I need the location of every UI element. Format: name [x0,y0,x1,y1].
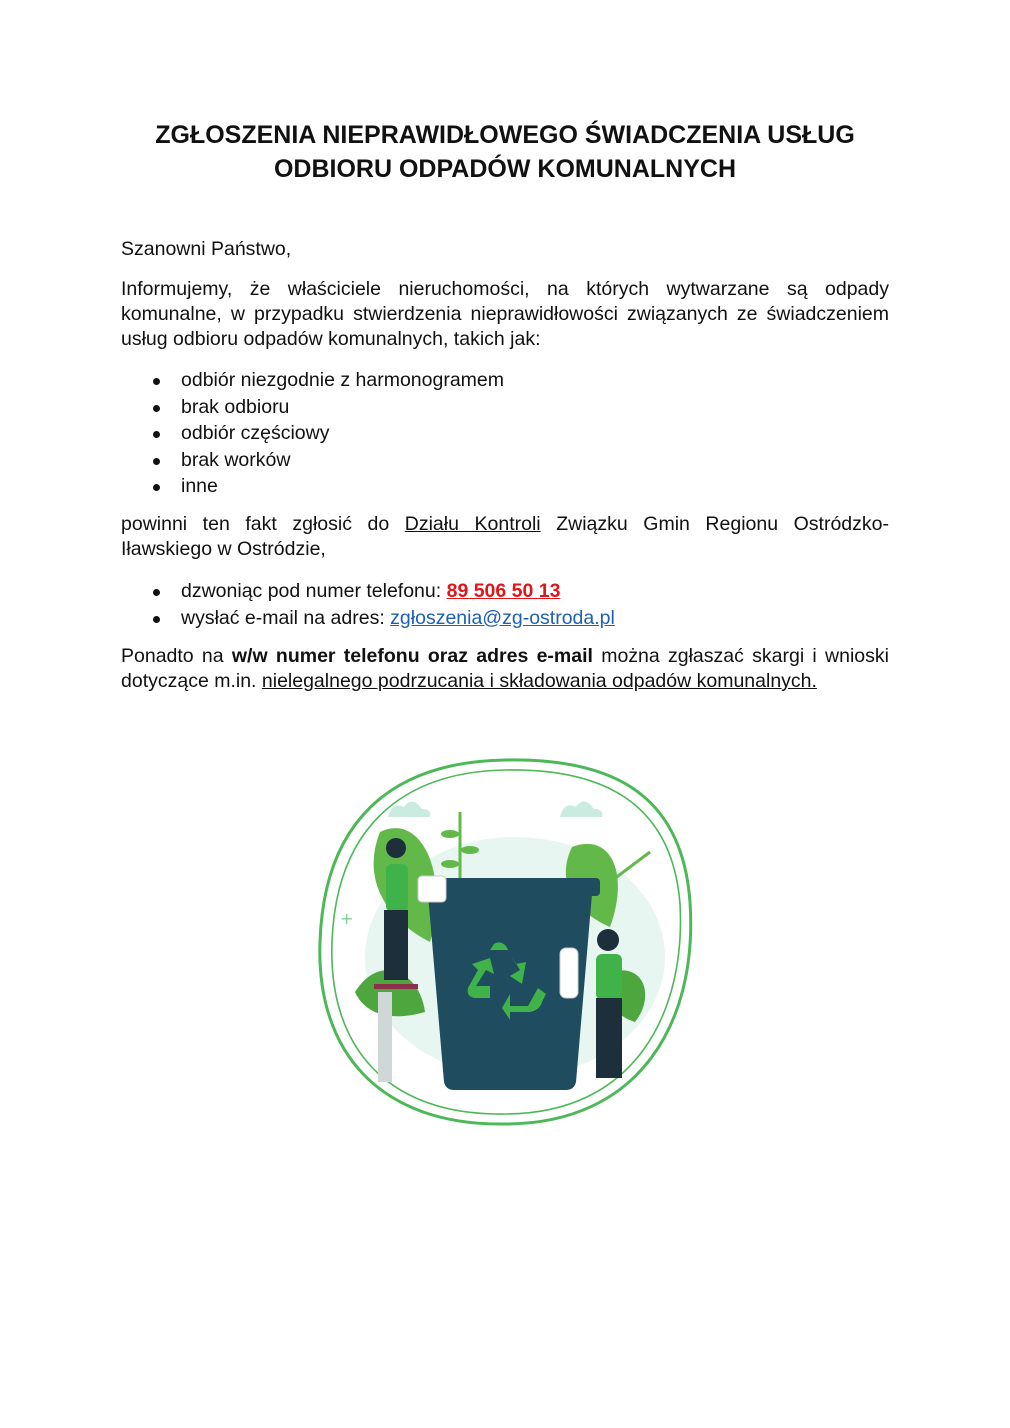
list-item: inne [121,473,889,500]
intro-line-2: komunalne, w przypadku stwierdzenia nieprawidłowości związanych ze świadczeniem [121,303,889,325]
issues-list [121,367,889,500]
report-line-2: Iławskiego w Ostródzie, [121,538,326,560]
bin-lid [420,878,600,896]
email-link[interactable]: zgłoszenia@zg-ostroda.pl [390,606,615,629]
list-item: brak odbioru [121,394,889,421]
intro-line-1: Informujemy, że właściciele nieruchomości, na których wytwarzane są odpady [121,278,889,300]
greeting: Szanowni Państwo, [121,238,292,260]
closing-line2-before: dotyczące m.in. [121,670,262,692]
recycling-bin-illustration [310,752,700,1132]
title-line-1: ZGŁOSZENIA NIEPRAWIDŁOWEGO ŚWIADCZENIA USŁUG [155,121,855,149]
report-paragraph [121,512,889,562]
intro-line-3: usług odbioru odpadów komunalnych, takich jak: [121,328,541,350]
control-department-link[interactable]: Działu Kontroli [404,513,541,535]
report-line-1 [121,512,889,537]
closing-paragraph [121,644,889,694]
phone-label: dzwoniąc pod numer telefonu: [181,580,447,602]
intro-paragraph [121,277,889,352]
cloud-icon [560,801,602,817]
plus-decoration: + [340,909,354,928]
illegal-dumping-text: nielegalnego podrzucania i składowania odpadów komunalnych. [261,670,817,692]
closing-text-before: Ponadto na [121,645,232,667]
report-text-before: powinni ten fakt zgłosić do [121,513,405,535]
list-item: odbiór niezgodnie z harmonogramem [121,367,889,394]
sprout-icon [610,852,650,882]
contact-list [121,578,889,631]
report-text-after: Związku Gmin Regionu Ostródzko- [540,513,889,535]
list-item: odbiór częściowy [121,420,889,447]
phone-number-link[interactable]: 89 506 50 13 [446,580,561,602]
email-label: wysłać e-mail na adres: [181,606,391,629]
title-line-2: ODBIORU ODPADÓW KOMUNALNYCH [273,155,736,183]
list-item [121,578,889,605]
closing-bold-text: w/w numer telefonu oraz adres e-mail [231,645,593,667]
list-item: brak worków [121,447,889,474]
page-title [100,118,910,186]
closing-line-2 [121,669,889,694]
leaf-icon [441,830,459,838]
list-item [121,605,889,632]
leaf-icon [461,846,479,854]
leaf-icon [441,860,459,868]
closing-line-1 [121,644,889,669]
closing-text-after: można zgłaszać skargi i wnioski [592,645,889,667]
